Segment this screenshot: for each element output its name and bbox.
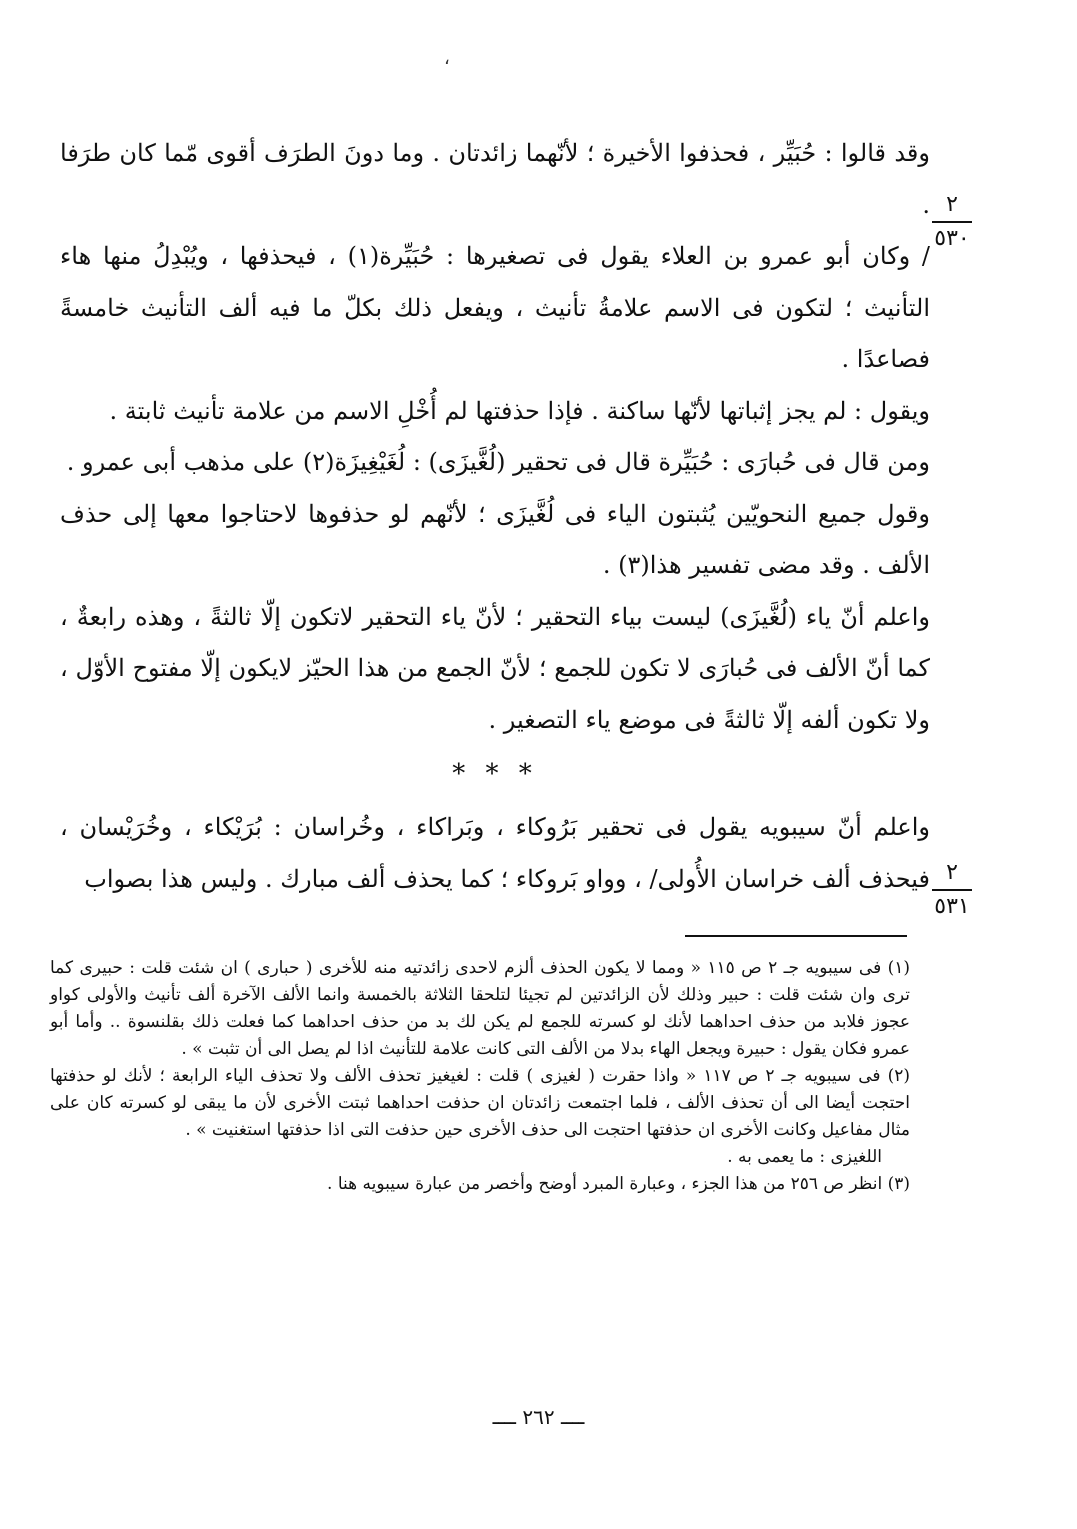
footnote: (٢) فى سيبويه جـ ٢ ص ١١٧ « واذا حقرت ( لغيزى ) قلت : لغيغيز تحذف الألف ولا تحذف الياء الرابعة ؛ لأنك لو حذفتها احتجت أيضا الى أن تحذف الألف ، فلما اجتمعت زائدتان ان حذفت احداهما ثبتت الأخرى لأن ما يبقى لو كسرته كان على مثال مفاعيل وكانت الأخرى ان حذفتها احتجت الى حذف الأخرى حين حذفت التى اذا حذفتها استغنيت » . xyxy=(50,1066,910,1140)
paragraph: وقول جميع النحويّين يُثبتون الياء فى لُغَّيزَى ؛ لأنّهم لو حذفوها لاحتاجوا معها إلى حذف الألف . وقد مضى تفسير هذا(٣) . xyxy=(60,499,930,579)
paragraph: واعلم أنّ ياء (لُغَّيزَى) ليست بياء التحقير ؛ لأنّ ياء التحقير لاتكون إلّا ثالثةً ، وهذه رابعةٌ ، كما أنّ الألف فى حُبارَى لا تكون للجمع ؛ لأنّ الجمع من هذا الحيّز لايكون إلّا مفتوح الأوّل ، ولا تكون ألفه إلّا ثالثةً فى موضع ياء التصغير . xyxy=(60,602,930,734)
section-separator: * * * xyxy=(452,759,538,789)
margin-ref-rule xyxy=(932,221,972,223)
margin-ref-volume: ٢ xyxy=(946,192,958,217)
margin-page-reference xyxy=(928,860,976,920)
footnote-gloss: اللغيزى : ما يعمى به . xyxy=(727,1147,882,1167)
footnote: (٣) انظر ص ٢٥٦ من هذا الجزء ، وعبارة المبرد أوضح وأخصر من عبارة سيبويه هنا . xyxy=(327,1174,910,1194)
page-number: ــــ ٢٦٢ ــــ xyxy=(492,1405,585,1429)
paragraph: وقد قالوا : حُبَيِّر ، فحذفوا الأخيرة ؛ لأنّهما زائدتان . وما دونَ الطرَف أقوى مّما كان طرَفا . xyxy=(60,139,930,219)
main-text xyxy=(60,128,930,905)
footnotes xyxy=(50,955,910,1198)
margin-page-reference xyxy=(928,192,976,252)
paragraph: واعلم أنّ سيبويه يقول فى تحقير بَرُوكاء ، وبَراكاء ، وخُراسان : بُرَيْكاء ، وخُرَيْسان ، فيحذف ألف خراسان الأُولى/ ، وواو بَروكاء ؛ كما يحذف ألف مبارك . وليس هذا بصواب xyxy=(60,813,930,893)
paragraph: ويقول : لم يجز إثباتها لأنّها ساكنة . فإذا حذفتها لم أُخْلِ الاسم من علامة تأنيث ثابتة . xyxy=(109,396,930,425)
margin-ref-volume: ٢ xyxy=(946,860,958,885)
paragraph: / وكان أبو عمرو بن العلاء يقول فى تصغيرها : حُبَيِّرة(١) ، فيحذفها ، ويُبْدِلُ منها هاء التأنيث ؛ لتكون فى الاسم علامةُ تأنيث ، ويفعل ذلك بكلّ ما فيه ألف التأنيث خامسةً فصاعدًا . xyxy=(60,242,930,373)
margin-ref-rule xyxy=(932,889,972,891)
margin-ref-page: ٥٣١ xyxy=(934,894,970,919)
margin-ref-page: ٥٣٠ xyxy=(934,226,970,251)
paragraph: ومن قال فى حُبارَى : حُبَيِّرة قال فى تحقير (لُغَّيزَى) : لُغَيْغِيزَة(٢) على مذهب أبى عمرو . xyxy=(66,448,930,476)
footnote-divider xyxy=(685,935,907,937)
footnote: (١) فى سيبويه جـ ٢ ص ١١٥ « ومما لا يكون الحذف ألزم لاحدى زائدتيه منه للأخرى ( حبارى ) ان شئت قلت : حبيرى كما ترى وان شئت قلت : حبير وذلك لأن الزائدتين لم تجيئا لتلحقا الثلاثة بالخمسة وانما الألف الآخرة ألف تأنيث والأولى كواو عجوز فلابد من حذف احداهما لأنك لو كسرته للجمع لم يكن لك بد من حذف احداهما كما فعلت ذلك بقلنسوة .. وأما أبو عمرو فكان يقول : حبيرة ويجعل الهاء بدلا من الألف التى كانت علامة للتأنيث اذا لم يصل الى أن تثبت » . xyxy=(50,958,910,1059)
top-mark: ، xyxy=(444,48,450,69)
